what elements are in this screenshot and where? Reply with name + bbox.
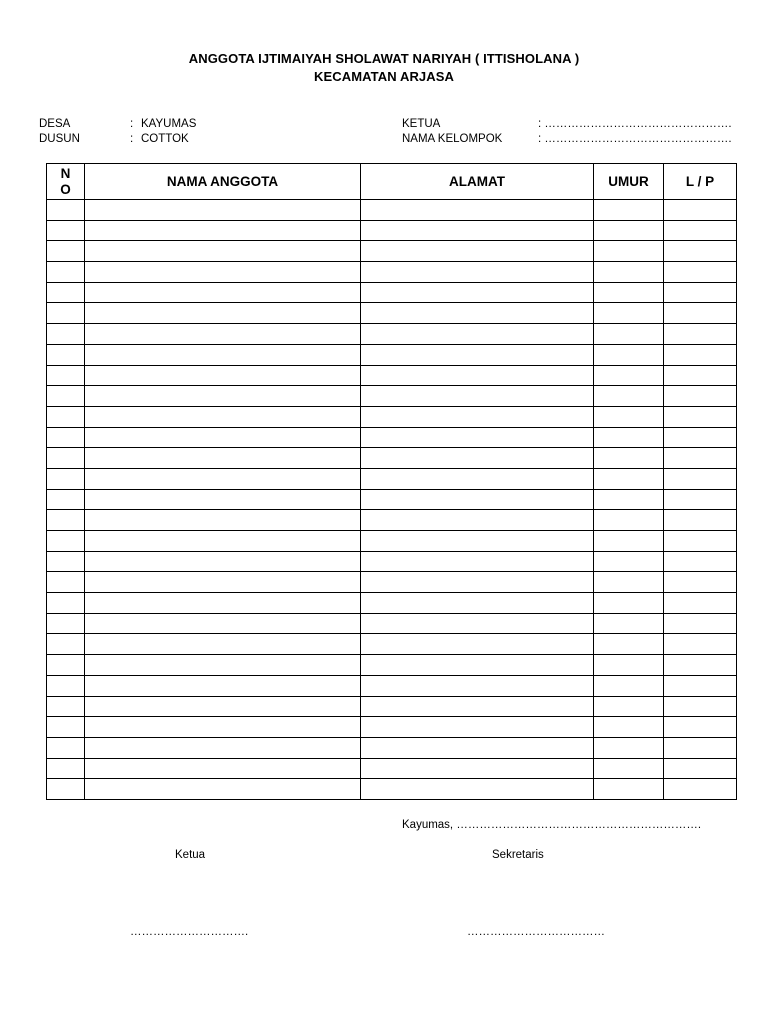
cell-lp[interactable] xyxy=(664,551,737,572)
cell-nama-anggota[interactable] xyxy=(85,324,361,345)
cell-alamat[interactable] xyxy=(361,737,594,758)
cell-nama-anggota[interactable] xyxy=(85,303,361,324)
table-row xyxy=(47,282,737,303)
table-row xyxy=(47,634,737,655)
table-row xyxy=(47,406,737,427)
ketua-signature-line: …………………………. xyxy=(130,926,249,938)
cell-no[interactable] xyxy=(47,531,85,552)
cell-alamat[interactable] xyxy=(361,200,594,221)
table-row xyxy=(47,779,737,800)
cell-no[interactable] xyxy=(47,758,85,779)
cell-alamat[interactable] xyxy=(361,572,594,593)
cell-alamat[interactable] xyxy=(361,365,594,386)
table-row xyxy=(47,696,737,717)
dusun-value: COTTOK xyxy=(141,133,189,145)
cell-no[interactable] xyxy=(47,737,85,758)
cell-nama-anggota[interactable] xyxy=(85,344,361,365)
cell-nama-anggota[interactable] xyxy=(85,282,361,303)
cell-alamat[interactable] xyxy=(361,262,594,283)
cell-lp[interactable] xyxy=(664,468,737,489)
cell-alamat[interactable] xyxy=(361,551,594,572)
kelompok-value: : …………………………………………. xyxy=(538,133,732,145)
cell-lp[interactable] xyxy=(664,448,737,469)
cell-no[interactable] xyxy=(47,386,85,407)
header-umur: UMUR xyxy=(594,164,664,200)
cell-nama-anggota[interactable] xyxy=(85,489,361,510)
cell-nama-anggota[interactable] xyxy=(85,448,361,469)
desa-value: KAYUMAS xyxy=(141,118,197,130)
cell-lp[interactable] xyxy=(664,531,737,552)
cell-nama-anggota[interactable] xyxy=(85,531,361,552)
cell-lp[interactable] xyxy=(664,262,737,283)
cell-lp[interactable] xyxy=(664,406,737,427)
cell-no[interactable] xyxy=(47,655,85,676)
cell-nama-anggota[interactable] xyxy=(85,406,361,427)
member-table xyxy=(46,163,737,800)
cell-alamat[interactable] xyxy=(361,324,594,345)
table-row xyxy=(47,220,737,241)
table-row xyxy=(47,303,737,324)
cell-nama-anggota[interactable] xyxy=(85,468,361,489)
cell-no[interactable] xyxy=(47,468,85,489)
table-row xyxy=(47,675,737,696)
cell-no[interactable] xyxy=(47,220,85,241)
document-subtitle: KECAMATAN ARJASA xyxy=(313,69,455,84)
cell-alamat[interactable] xyxy=(361,510,594,531)
cell-lp[interactable] xyxy=(664,655,737,676)
header-no: N O xyxy=(47,164,85,200)
cell-alamat[interactable] xyxy=(361,613,594,634)
cell-nama-anggota[interactable] xyxy=(85,241,361,262)
cell-umur[interactable] xyxy=(594,468,664,489)
cell-lp[interactable] xyxy=(664,737,737,758)
cell-nama-anggota[interactable] xyxy=(85,427,361,448)
cell-umur[interactable] xyxy=(594,572,664,593)
table-row xyxy=(47,737,737,758)
cell-lp[interactable] xyxy=(664,200,737,221)
cell-lp[interactable] xyxy=(664,489,737,510)
place-date: Kayumas, ………………………………………………………. xyxy=(402,819,702,831)
cell-umur[interactable] xyxy=(594,324,664,345)
kelompok-row xyxy=(402,132,732,147)
cell-no[interactable] xyxy=(47,613,85,634)
table-row xyxy=(47,365,737,386)
ketua-signature-label: Ketua xyxy=(175,849,206,861)
table-row xyxy=(47,241,737,262)
cell-no[interactable] xyxy=(47,262,85,283)
cell-no[interactable] xyxy=(47,551,85,572)
cell-alamat[interactable] xyxy=(361,531,594,552)
cell-no[interactable] xyxy=(47,572,85,593)
cell-no[interactable] xyxy=(47,200,85,221)
table-row xyxy=(47,200,737,221)
cell-no[interactable] xyxy=(47,427,85,448)
cell-no[interactable] xyxy=(47,448,85,469)
cell-umur[interactable] xyxy=(594,655,664,676)
sekretaris-signature-label: Sekretaris xyxy=(492,849,544,861)
cell-no[interactable] xyxy=(47,344,85,365)
cell-no[interactable] xyxy=(47,489,85,510)
cell-alamat[interactable] xyxy=(361,406,594,427)
table-row xyxy=(47,448,737,469)
cell-alamat[interactable] xyxy=(361,468,594,489)
cell-lp[interactable] xyxy=(664,675,737,696)
ketua-row xyxy=(402,117,732,132)
sekretaris-signature-line: ……………………………… xyxy=(467,926,605,938)
cell-umur[interactable] xyxy=(594,737,664,758)
cell-umur[interactable] xyxy=(594,303,664,324)
cell-umur[interactable] xyxy=(594,675,664,696)
cell-lp[interactable] xyxy=(664,634,737,655)
cell-umur[interactable] xyxy=(594,613,664,634)
cell-lp[interactable] xyxy=(664,758,737,779)
cell-nama-anggota[interactable] xyxy=(85,634,361,655)
desa-label: DESA xyxy=(39,118,71,130)
header-nama-anggota: NAMA ANGGOTA xyxy=(85,164,361,200)
cell-no[interactable] xyxy=(47,406,85,427)
cell-alamat[interactable] xyxy=(361,427,594,448)
cell-no[interactable] xyxy=(47,282,85,303)
cell-umur[interactable] xyxy=(594,779,664,800)
cell-nama-anggota[interactable] xyxy=(85,655,361,676)
dusun-separator: : xyxy=(130,133,134,145)
cell-umur[interactable] xyxy=(594,427,664,448)
table-row xyxy=(47,468,737,489)
cell-umur[interactable] xyxy=(594,200,664,221)
cell-lp[interactable] xyxy=(664,282,737,303)
cell-lp[interactable] xyxy=(664,324,737,345)
cell-umur[interactable] xyxy=(594,448,664,469)
table-row xyxy=(47,551,737,572)
document-title: ANGGOTA IJTIMAIYAH SHOLAWAT NARIYAH ( ITTISHOLANA ) xyxy=(188,51,580,66)
cell-no[interactable] xyxy=(47,717,85,738)
cell-lp[interactable] xyxy=(664,717,737,738)
cell-lp[interactable] xyxy=(664,241,737,262)
cell-nama-anggota[interactable] xyxy=(85,593,361,614)
cell-nama-anggota[interactable] xyxy=(85,220,361,241)
cell-no[interactable] xyxy=(47,593,85,614)
dusun-row xyxy=(39,132,189,147)
cell-lp[interactable] xyxy=(664,572,737,593)
table-row xyxy=(47,386,737,407)
table-row xyxy=(47,655,737,676)
cell-lp[interactable] xyxy=(664,510,737,531)
cell-no[interactable] xyxy=(47,510,85,531)
cell-alamat[interactable] xyxy=(361,696,594,717)
cell-alamat[interactable] xyxy=(361,282,594,303)
cell-umur[interactable] xyxy=(594,365,664,386)
cell-lp[interactable] xyxy=(664,344,737,365)
cell-nama-anggota[interactable] xyxy=(85,613,361,634)
cell-alamat[interactable] xyxy=(361,220,594,241)
table-row xyxy=(47,593,737,614)
table-row xyxy=(47,344,737,365)
cell-alamat[interactable] xyxy=(361,386,594,407)
cell-no[interactable] xyxy=(47,365,85,386)
cell-no[interactable] xyxy=(47,779,85,800)
cell-alamat[interactable] xyxy=(361,593,594,614)
cell-nama-anggota[interactable] xyxy=(85,386,361,407)
cell-umur[interactable] xyxy=(594,510,664,531)
cell-no[interactable] xyxy=(47,696,85,717)
cell-umur[interactable] xyxy=(594,634,664,655)
cell-nama-anggota[interactable] xyxy=(85,551,361,572)
cell-lp[interactable] xyxy=(664,303,737,324)
header-alamat: ALAMAT xyxy=(361,164,594,200)
cell-umur[interactable] xyxy=(594,593,664,614)
cell-nama-anggota[interactable] xyxy=(85,262,361,283)
cell-alamat[interactable] xyxy=(361,448,594,469)
cell-alamat[interactable] xyxy=(361,303,594,324)
cell-lp[interactable] xyxy=(664,386,737,407)
cell-nama-anggota[interactable] xyxy=(85,365,361,386)
table-row xyxy=(47,427,737,448)
cell-lp[interactable] xyxy=(664,613,737,634)
cell-umur[interactable] xyxy=(594,282,664,303)
table-body xyxy=(47,200,737,800)
table-row xyxy=(47,531,737,552)
table-row xyxy=(47,489,737,510)
cell-alamat[interactable] xyxy=(361,489,594,510)
cell-no[interactable] xyxy=(47,675,85,696)
table-row xyxy=(47,758,737,779)
cell-umur[interactable] xyxy=(594,220,664,241)
table-row xyxy=(47,262,737,283)
cell-umur[interactable] xyxy=(594,696,664,717)
cell-umur[interactable] xyxy=(594,386,664,407)
cell-lp[interactable] xyxy=(664,696,737,717)
cell-umur[interactable] xyxy=(594,344,664,365)
cell-alamat[interactable] xyxy=(361,675,594,696)
table-row xyxy=(47,717,737,738)
cell-umur[interactable] xyxy=(594,551,664,572)
cell-nama-anggota[interactable] xyxy=(85,717,361,738)
cell-alamat[interactable] xyxy=(361,344,594,365)
cell-alamat[interactable] xyxy=(361,634,594,655)
header-lp: L / P xyxy=(664,164,737,200)
cell-nama-anggota[interactable] xyxy=(85,572,361,593)
ketua-value: : …………………………………………. xyxy=(538,118,732,130)
cell-lp[interactable] xyxy=(664,779,737,800)
kelompok-label: NAMA KELOMPOK xyxy=(402,133,503,145)
cell-umur[interactable] xyxy=(594,531,664,552)
cell-lp[interactable] xyxy=(664,427,737,448)
cell-no[interactable] xyxy=(47,324,85,345)
table-row xyxy=(47,572,737,593)
cell-nama-anggota[interactable] xyxy=(85,510,361,531)
cell-alamat[interactable] xyxy=(361,655,594,676)
cell-no[interactable] xyxy=(47,241,85,262)
cell-lp[interactable] xyxy=(664,365,737,386)
dusun-label: DUSUN xyxy=(39,133,80,145)
cell-alamat[interactable] xyxy=(361,758,594,779)
cell-nama-anggota[interactable] xyxy=(85,675,361,696)
cell-umur[interactable] xyxy=(594,241,664,262)
cell-umur[interactable] xyxy=(594,262,664,283)
desa-row xyxy=(39,117,196,132)
cell-umur[interactable] xyxy=(594,717,664,738)
table-row xyxy=(47,613,737,634)
cell-alamat[interactable] xyxy=(361,241,594,262)
table-row xyxy=(47,324,737,345)
table-header-row xyxy=(47,164,737,200)
cell-umur[interactable] xyxy=(594,489,664,510)
cell-umur[interactable] xyxy=(594,406,664,427)
ketua-label: KETUA xyxy=(402,118,441,130)
cell-alamat[interactable] xyxy=(361,717,594,738)
cell-lp[interactable] xyxy=(664,593,737,614)
table-row xyxy=(47,510,737,531)
cell-nama-anggota[interactable] xyxy=(85,779,361,800)
cell-no[interactable] xyxy=(47,634,85,655)
cell-nama-anggota[interactable] xyxy=(85,758,361,779)
cell-lp[interactable] xyxy=(664,220,737,241)
cell-no[interactable] xyxy=(47,303,85,324)
cell-nama-anggota[interactable] xyxy=(85,200,361,221)
desa-separator: : xyxy=(130,118,134,130)
cell-umur[interactable] xyxy=(594,758,664,779)
cell-alamat[interactable] xyxy=(361,779,594,800)
cell-nama-anggota[interactable] xyxy=(85,696,361,717)
cell-nama-anggota[interactable] xyxy=(85,737,361,758)
